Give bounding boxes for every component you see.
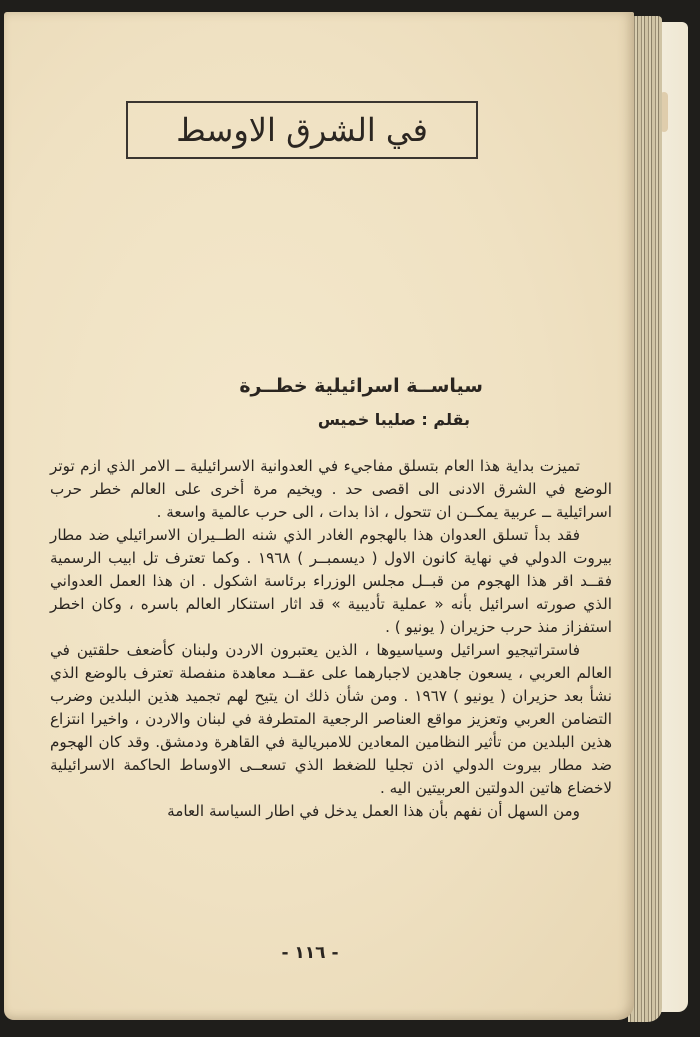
paragraph: فقد بدأ تسلق العدوان هذا بالهجوم الغادر الذي شنه الطــيران الاسرائيلي ضد مطار بيروت الدولي في نهاية كانون الاول ( ديسمبــر ) ١٩٦٨ . وكما تعترف تل ابيب الرسمية فقــد اقر هذا الهجوم من قبــل مجلس الوزراء برئاسة اشكول . ان هذا العمل العدواني الذي صورته اسرائيل بأنه « عملية تأديبية » قد اثار استنكار العالم باسره ، وكان اخطر استفزاز منذ حرب حزيران ( يونيو ) . <box>50 526 613 636</box>
paragraph: ومن السهل أن نفهم بأن هذا العمل يدخل في اطار السياسة العامة <box>167 802 580 820</box>
article-title: سياســة اسرائيلية خطــرة <box>239 375 483 397</box>
article-byline: بقلم : صليبا خميس <box>317 410 470 429</box>
section-header-box <box>126 101 478 159</box>
section-title: في الشرق الاوسط <box>176 111 428 149</box>
paragraph: تميزت بداية هذا العام بتسلق مفاجيء في العدوانية الاسرائيلية ــ الامر الذي ازم توتر الوضع في الشرق الادنى الى اقصى حد . ويخيم مرة أخرى على العالم خطر حرب اسرائيلية ــ عربية يمكــن ان تتحول ، اذا بدات ، الى حرب عالمية واسعة . <box>50 457 612 521</box>
page-number: - ١١٦ - <box>281 943 339 963</box>
paragraph: فاستراتيجيو اسرائيل وسياسيوها ، الذين يعتبرون الاردن ولبنان كأضعف حلقتين في العالم العربي ، يسعون جاهدين لاجبارهما على عقــد معاهدة منفصلة تعترف بالوضع الذي نشأ بعد حزيران ( يونيو ) ١٩٦٧ . ومن شأن ذلك ان يتيح لهم تجميد هذين البلدين وضرب التضامن العربي وتعزيز مواقع العناصر الرجعية المتطرفة في لبنان والاردن ، واخيرا انتزاع هذين البلدين من تأثير النظامين المعادين للامبريالية في القاهرة ودمشق. وقد كان الهجوم ضد مطار بيروت الدولي اذن تجليا للضغط الذي تسعــى الاوساط الحاكمة الاسرائيلية لاخضاع هاتين الدولتين العربيتين اليه . <box>50 641 612 797</box>
article-body <box>50 455 612 823</box>
